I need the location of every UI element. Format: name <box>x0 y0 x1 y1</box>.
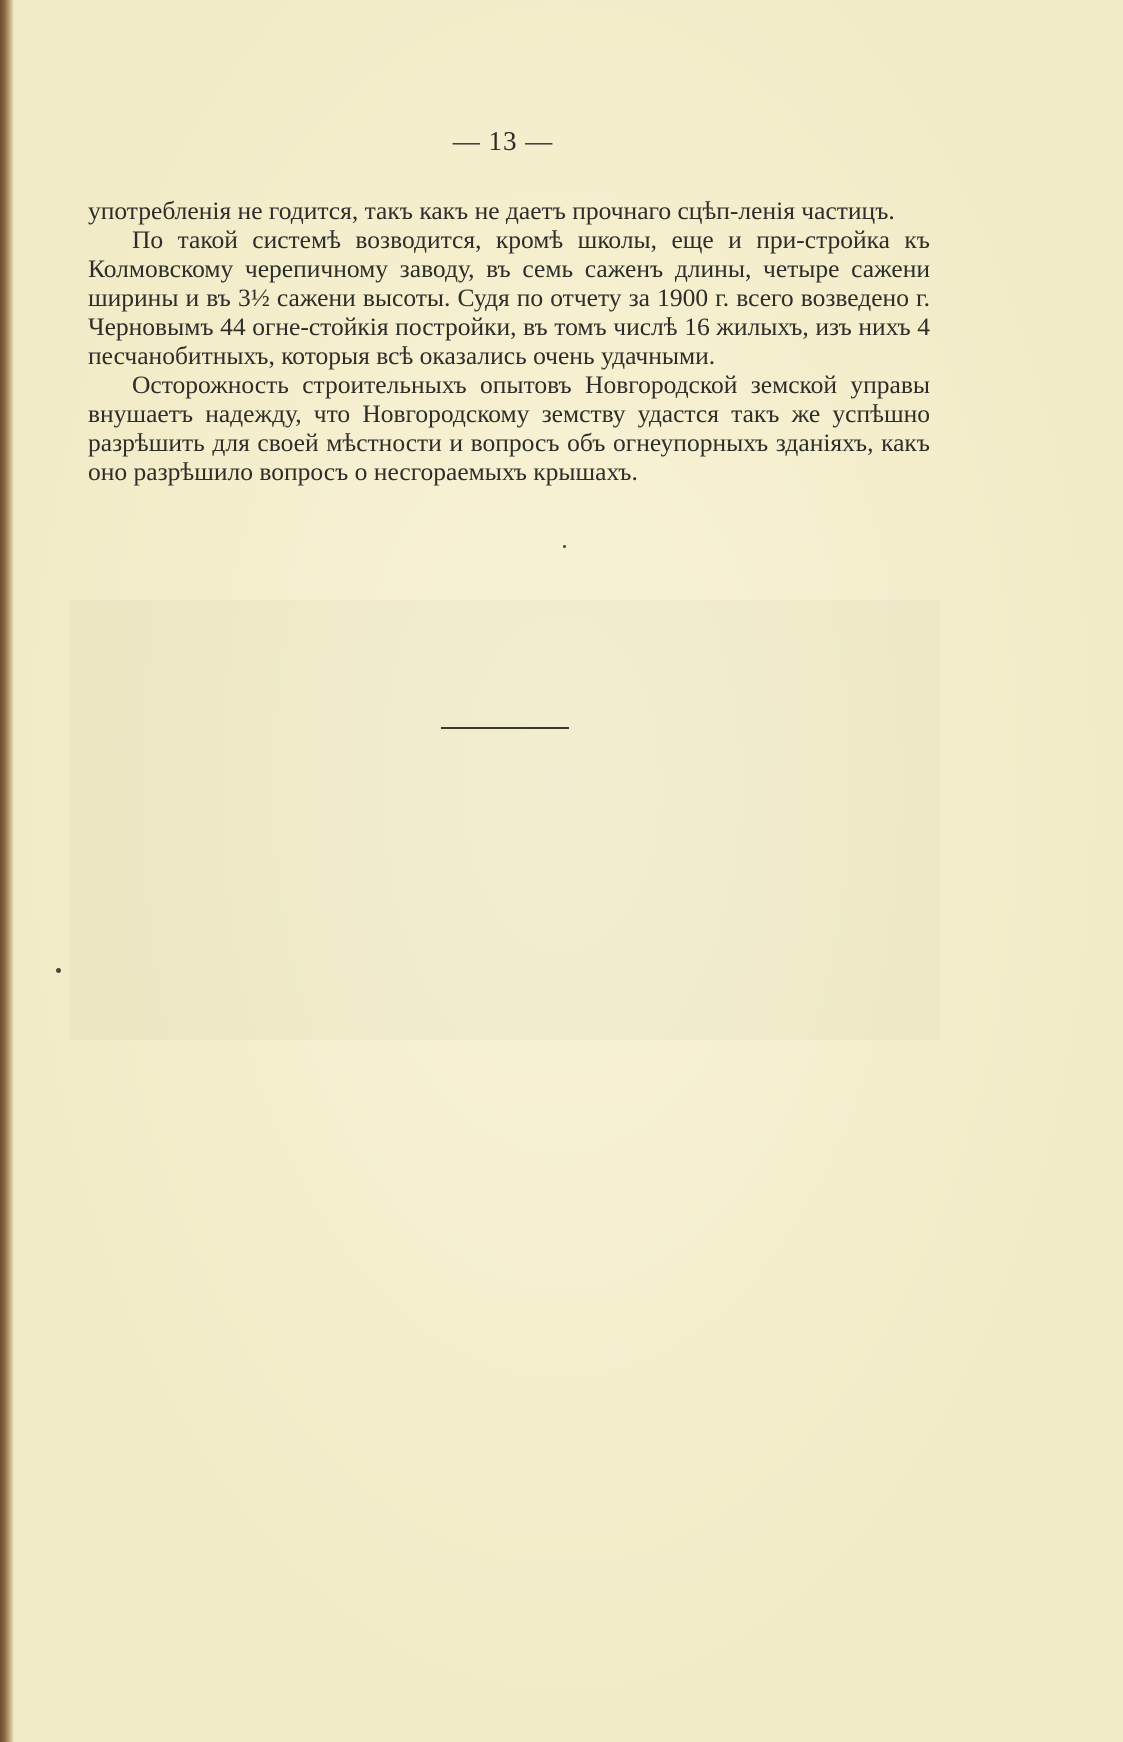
body-text <box>88 196 930 486</box>
page-number: — 13 — <box>452 126 554 156</box>
paragraph-3: Осторожность строительныхъ опытовъ Новгородской земской управы внушаетъ надежду, что Новгородскому земству удастся такъ же успѣшно разрѣшить для своей мѣстности и вопросъ объ огнеупорныхъ зданіяхъ, какъ оно разрѣшило вопросъ о несгораемыхъ крышахъ. <box>88 370 930 486</box>
paragraph-1: употребленія не годится, такъ какъ не даетъ прочнаго сцѣп-ленія частицъ. <box>88 196 895 225</box>
section-rule <box>441 727 569 729</box>
stray-mark <box>563 545 566 548</box>
paragraph-2: По такой системѣ возводится, кромѣ школы, еще и при-стройка къ Колмовскому черепичному заводу, въ семь саженъ длины, четыре сажени ширины и въ 3½ сажени высоты. Судя по отчету за 1900 г. всего возведено г. Черновымъ 44 огне-стойкія постройки, въ томъ числѣ 16 жилыхъ, изъ нихъ 4 песчанобитныхъ, которыя всѣ оказались очень удачными. <box>88 225 930 370</box>
show-through-shadow <box>70 600 940 1040</box>
binding-edge <box>0 0 14 1742</box>
stray-mark <box>56 968 61 973</box>
